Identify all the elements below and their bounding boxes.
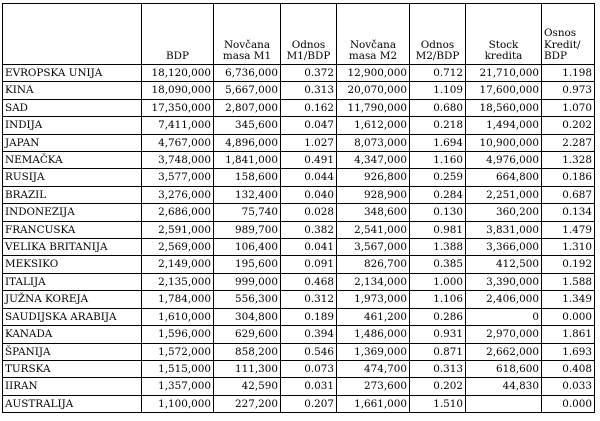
cell-kredit-bdp: 1.070 (542, 99, 595, 116)
cell-stock-kredita: 618,600 (466, 360, 542, 377)
cell-country: INDIJA (3, 117, 142, 134)
cell-m2-bdp: 1.109 (410, 82, 466, 99)
cell-m1: 42,590 (214, 378, 281, 395)
cell-bdp: 2,149,000 (142, 256, 214, 273)
cell-m2: 8,073,000 (337, 134, 410, 151)
cell-bdp: 1,784,000 (142, 291, 214, 308)
cell-m2-bdp: 0.871 (410, 343, 466, 360)
cell-m2: 1,661,000 (337, 395, 410, 412)
cell-kredit-bdp: 1.310 (542, 239, 595, 256)
header-line: masa M1 (222, 50, 272, 63)
cell-m2-bdp: 1.388 (410, 239, 466, 256)
cell-stock-kredita: 360,200 (466, 204, 542, 221)
cell-m1-bdp: 0.394 (281, 326, 337, 343)
header-line: masa M2 (348, 50, 398, 63)
header-line: kredita (484, 50, 523, 63)
table-row (3, 343, 595, 360)
header-line: Stock (488, 38, 519, 51)
cell-m2: 11,790,000 (337, 99, 410, 116)
cell-m2: 2,134,000 (337, 273, 410, 290)
cell-m1-bdp: 0.031 (281, 378, 337, 395)
cell-m2-bdp: 0.202 (410, 378, 466, 395)
cell-bdp: 2,135,000 (142, 273, 214, 290)
cell-stock-kredita: 4,976,000 (466, 152, 542, 169)
cell-country: NEMAČKA (3, 152, 142, 169)
cell-m2-bdp: 1.694 (410, 134, 466, 151)
table-row (3, 134, 595, 151)
cell-country: EVROPSKA UNIJA (3, 65, 142, 82)
cell-kredit-bdp: 0.186 (542, 169, 595, 186)
cell-m2-bdp: 0.259 (410, 169, 466, 186)
cell-bdp: 1,596,000 (142, 326, 214, 343)
table-row (3, 204, 595, 221)
cell-m1: 5,667,000 (214, 82, 281, 99)
cell-m2: 474,700 (337, 360, 410, 377)
cell-m2: 273,600 (337, 378, 410, 395)
cell-bdp: 3,577,000 (142, 169, 214, 186)
cell-m1: 75,740 (214, 204, 281, 221)
table-row (3, 82, 595, 99)
cell-m2-bdp: 1.106 (410, 291, 466, 308)
cell-kredit-bdp: 1.349 (542, 291, 595, 308)
cell-m2-bdp: 0.313 (410, 360, 466, 377)
cell-bdp: 1,572,000 (142, 343, 214, 360)
cell-kredit-bdp: 0.408 (542, 360, 595, 377)
cell-m1: 345,600 (214, 117, 281, 134)
cell-country: KANADA (3, 326, 142, 343)
table-row (3, 99, 595, 116)
cell-m1-bdp: 0.091 (281, 256, 337, 273)
cell-m1-bdp: 0.382 (281, 221, 337, 238)
table-row (3, 221, 595, 238)
cell-m1-bdp: 0.468 (281, 273, 337, 290)
cell-m2: 928,900 (337, 186, 410, 203)
cell-m1: 195,600 (214, 256, 281, 273)
cell-kredit-bdp: 0.973 (542, 82, 595, 99)
cell-country: JUŽNA KOREJA (3, 291, 142, 308)
cell-m1: 2,807,000 (214, 99, 281, 116)
header-line: Odnos (420, 38, 455, 51)
cell-kredit-bdp: 1.693 (542, 343, 595, 360)
cell-m1-bdp: 0.189 (281, 308, 337, 325)
table-row (3, 378, 595, 395)
cell-kredit-bdp: 0.192 (542, 256, 595, 273)
table-row (3, 186, 595, 203)
cell-stock-kredita: 412,500 (466, 256, 542, 273)
cell-m1-bdp: 0.313 (281, 82, 337, 99)
cell-country: RUSIJA (3, 169, 142, 186)
header-line: Novčana (223, 38, 271, 51)
cell-m2: 4,347,000 (337, 152, 410, 169)
cell-m1: 304,800 (214, 308, 281, 325)
cell-bdp: 1,515,000 (142, 360, 214, 377)
cell-bdp: 17,350,000 (142, 99, 214, 116)
cell-bdp: 4,767,000 (142, 134, 214, 151)
cell-country: TURSKA (3, 360, 142, 377)
table-row (3, 360, 595, 377)
table-row (3, 239, 595, 256)
cell-country: INDONEZIJA (3, 204, 142, 221)
cell-stock-kredita (466, 395, 542, 412)
cell-m2-bdp: 0.931 (410, 326, 466, 343)
cell-country: BRAZIL (3, 186, 142, 203)
header-kredit-bdp (542, 4, 595, 65)
cell-m1-bdp: 0.040 (281, 186, 337, 203)
cell-m2: 926,800 (337, 169, 410, 186)
table-row (3, 291, 595, 308)
cell-m1-bdp: 0.028 (281, 204, 337, 221)
cell-m1-bdp: 0.546 (281, 343, 337, 360)
cell-stock-kredita: 2,970,000 (466, 326, 542, 343)
table-row (3, 152, 595, 169)
table-row (3, 256, 595, 273)
cell-stock-kredita: 664,800 (466, 169, 542, 186)
cell-bdp: 3,748,000 (142, 152, 214, 169)
cell-m2-bdp: 0.284 (410, 186, 466, 203)
cell-bdp: 18,120,000 (142, 65, 214, 82)
table-body (3, 65, 595, 413)
cell-m2: 348,600 (337, 204, 410, 221)
table-row (3, 169, 595, 186)
table-row (3, 117, 595, 134)
cell-m2-bdp: 0.981 (410, 221, 466, 238)
header-row (3, 4, 595, 65)
cell-kredit-bdp: 2.287 (542, 134, 595, 151)
cell-m1: 132,400 (214, 186, 281, 203)
cell-stock-kredita: 2,662,000 (466, 343, 542, 360)
cell-bdp: 1,100,000 (142, 395, 214, 412)
cell-m2-bdp: 0.680 (410, 99, 466, 116)
cell-m1: 1,841,000 (214, 152, 281, 169)
cell-m1-bdp: 0.073 (281, 360, 337, 377)
data-table (2, 3, 595, 413)
cell-kredit-bdp: 0.000 (542, 395, 595, 412)
cell-country: JAPAN (3, 134, 142, 151)
cell-m1: 858,200 (214, 343, 281, 360)
cell-m2-bdp: 1.510 (410, 395, 466, 412)
cell-m1-bdp: 0.207 (281, 395, 337, 412)
cell-stock-kredita: 10,900,000 (466, 134, 542, 151)
cell-m2-bdp: 0.130 (410, 204, 466, 221)
header-line: BDP (166, 50, 189, 63)
cell-country: SAD (3, 99, 142, 116)
cell-bdp: 1,357,000 (142, 378, 214, 395)
cell-bdp: 7,411,000 (142, 117, 214, 134)
header-m1-bdp (281, 4, 337, 65)
cell-bdp: 2,569,000 (142, 239, 214, 256)
cell-m2-bdp: 0.218 (410, 117, 466, 134)
cell-bdp: 18,090,000 (142, 82, 214, 99)
cell-stock-kredita: 3,390,000 (466, 273, 542, 290)
cell-kredit-bdp: 0.687 (542, 186, 595, 203)
cell-stock-kredita: 18,560,000 (466, 99, 542, 116)
cell-m1: 989,700 (214, 221, 281, 238)
cell-m1-bdp: 1.027 (281, 134, 337, 151)
cell-country: MEKSIKO (3, 256, 142, 273)
cell-m1: 629,600 (214, 326, 281, 343)
cell-bdp: 2,591,000 (142, 221, 214, 238)
cell-kredit-bdp: 1.198 (542, 65, 595, 82)
table-row (3, 395, 595, 412)
cell-stock-kredita: 44,830 (466, 378, 542, 395)
cell-m2: 1,369,000 (337, 343, 410, 360)
cell-stock-kredita: 3,831,000 (466, 221, 542, 238)
cell-m1: 111,300 (214, 360, 281, 377)
cell-stock-kredita: 21,710,000 (466, 65, 542, 82)
cell-bdp: 2,686,000 (142, 204, 214, 221)
cell-kredit-bdp: 1.588 (542, 273, 595, 290)
cell-m2: 12,900,000 (337, 65, 410, 82)
table-row (3, 308, 595, 325)
cell-country: AUSTRALIJA (3, 395, 142, 412)
cell-country: FRANCUSKA (3, 221, 142, 238)
cell-m1: 6,736,000 (214, 65, 281, 82)
cell-m2: 3,567,000 (337, 239, 410, 256)
cell-kredit-bdp: 1.861 (542, 326, 595, 343)
cell-m1: 158,600 (214, 169, 281, 186)
header-line: Osnos (544, 27, 577, 40)
header-line: Kredit/ (544, 38, 581, 51)
cell-kredit-bdp: 0.033 (542, 378, 595, 395)
cell-stock-kredita: 0 (466, 308, 542, 325)
cell-stock-kredita: 2,251,000 (466, 186, 542, 203)
cell-m1: 227,200 (214, 395, 281, 412)
header-m2-bdp (410, 4, 466, 65)
cell-m1-bdp: 0.312 (281, 291, 337, 308)
table-row (3, 326, 595, 343)
cell-bdp: 3,276,000 (142, 186, 214, 203)
cell-m1: 4,896,000 (214, 134, 281, 151)
cell-m1-bdp: 0.047 (281, 117, 337, 134)
cell-m1-bdp: 0.491 (281, 152, 337, 169)
cell-m1: 556,300 (214, 291, 281, 308)
table-row (3, 65, 595, 82)
cell-country: ITALIJA (3, 273, 142, 290)
cell-country: SAUDIJSKA ARABIJA (3, 308, 142, 325)
cell-kredit-bdp: 1.328 (542, 152, 595, 169)
cell-stock-kredita: 2,406,000 (466, 291, 542, 308)
cell-m2: 1,973,000 (337, 291, 410, 308)
cell-stock-kredita: 1,494,000 (466, 117, 542, 134)
cell-kredit-bdp: 0.134 (542, 204, 595, 221)
cell-m1-bdp: 0.162 (281, 99, 337, 116)
header-line: Novčana (349, 38, 397, 51)
cell-country: ŠPANIJA (3, 343, 142, 360)
header-line: Odnos (291, 38, 326, 51)
cell-m1: 999,000 (214, 273, 281, 290)
cell-country: VELIKA BRITANIJA (3, 239, 142, 256)
cell-m2-bdp: 1.160 (410, 152, 466, 169)
table-row (3, 273, 595, 290)
cell-m2-bdp: 0.286 (410, 308, 466, 325)
cell-m1: 106,400 (214, 239, 281, 256)
cell-m2-bdp: 1.000 (410, 273, 466, 290)
cell-m2: 461,200 (337, 308, 410, 325)
cell-stock-kredita: 3,366,000 (466, 239, 542, 256)
header-m1 (214, 4, 281, 65)
header-line: BDP (544, 50, 567, 63)
cell-m1-bdp: 0.372 (281, 65, 337, 82)
header-country (3, 4, 142, 65)
cell-m2: 2,541,000 (337, 221, 410, 238)
cell-stock-kredita: 17,600,000 (466, 82, 542, 99)
cell-bdp: 1,610,000 (142, 308, 214, 325)
cell-m2: 826,700 (337, 256, 410, 273)
cell-m1-bdp: 0.041 (281, 239, 337, 256)
cell-kredit-bdp: 1.479 (542, 221, 595, 238)
cell-m2: 1,612,000 (337, 117, 410, 134)
cell-m2-bdp: 0.385 (410, 256, 466, 273)
cell-m1-bdp: 0.044 (281, 169, 337, 186)
cell-m2: 1,486,000 (337, 326, 410, 343)
cell-kredit-bdp: 0.202 (542, 117, 595, 134)
header-bdp (142, 4, 214, 65)
cell-m2: 20,070,000 (337, 82, 410, 99)
header-line: M1/BDP (286, 50, 331, 63)
cell-kredit-bdp: 0.000 (542, 308, 595, 325)
cell-country: KINA (3, 82, 142, 99)
header-m2 (337, 4, 410, 65)
cell-m2-bdp: 0.712 (410, 65, 466, 82)
cell-country: IIRAN (3, 378, 142, 395)
header-stock-kredita (466, 4, 542, 65)
header-line: M2/BDP (415, 50, 460, 63)
